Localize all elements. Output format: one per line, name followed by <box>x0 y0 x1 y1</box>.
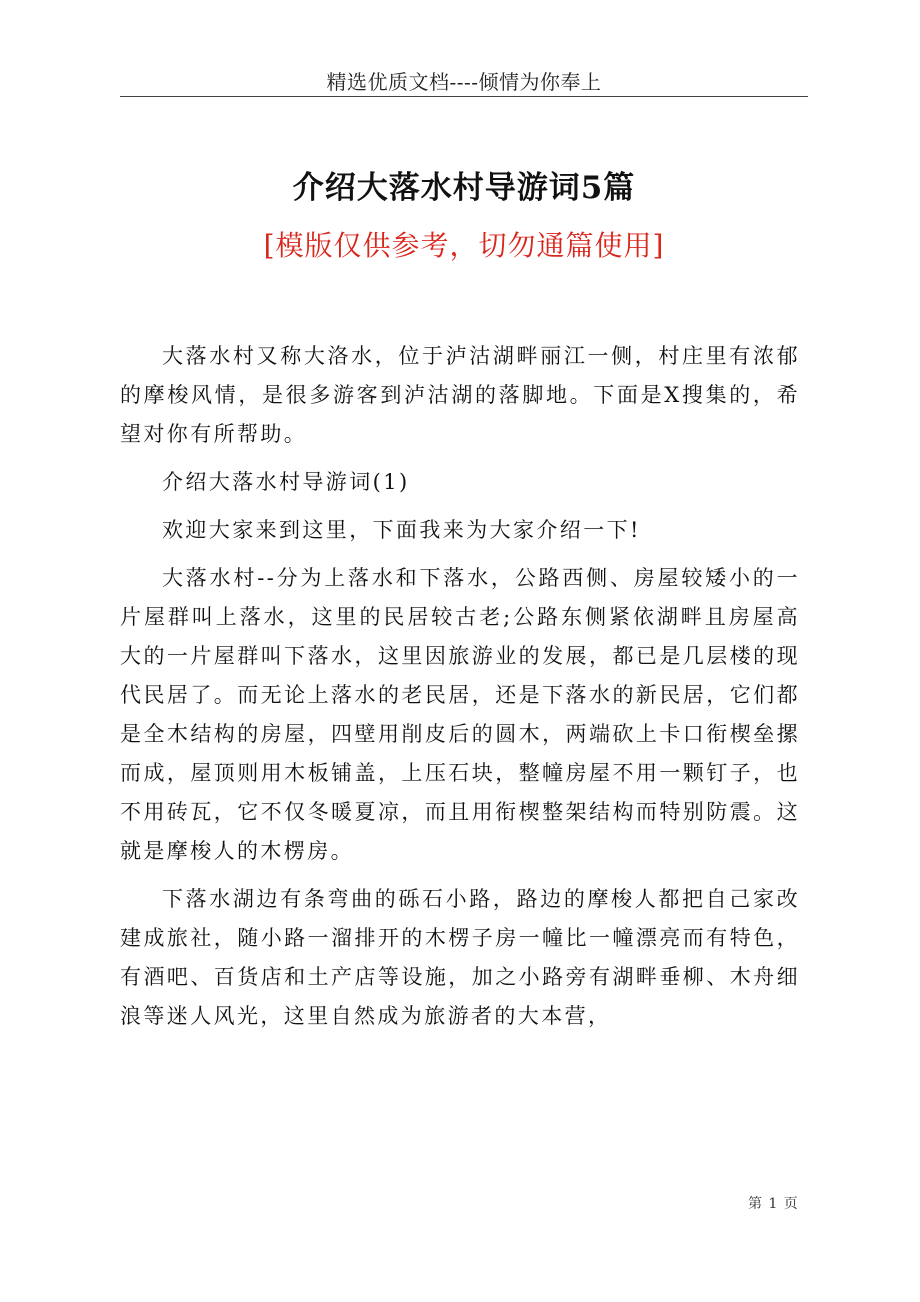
lakeside-path-paragraph: 下落水湖边有条弯曲的砾石小路，路边的摩梭人都把自己家改建成旅社，随小路一溜排开的木楞子房一幢比一幢漂亮而有特色，有酒吧、百货店和土产店等设施，加之小路旁有湖畔垂柳、木舟细浪等迷人风光，这里自然成为旅游者的大本营， <box>120 887 800 1028</box>
intro-paragraph: 大落水村又称大洛水，位于泸沽湖畔丽江一侧，村庄里有浓郁的摩梭风情，是很多游客到泸沽湖的落脚地。下面是X搜集的，希望对你有所帮助。 <box>120 344 800 446</box>
document-subtitle: [模版仅供参考，切勿通篇使用] <box>263 229 665 262</box>
village-description-paragraph: 大落水村--分为上落水和下落水，公路西侧、房屋较矮小的一片屋群叫上落水，这里的民居较古老;公路东侧紧依湖畔且房屋高大的一片屋群叫下落水，这里因旅游业的发展，都已是几层楼的现代民居了。而无论上落水的老民居，还是下落水的新民居，它们都是全木结构的房屋，四壁用削皮后的圆木，两端砍上卡口衔楔垒摞而成，屋顶则用木板铺盖，上压石块，整幢房屋不用一颗钉子，也不用砖瓦，它不仅冬暖夏凉，而且用衔楔整架结构而特别防震。这就是摩梭人的木楞房。 <box>120 566 800 863</box>
welcome-paragraph: 欢迎大家来到这里，下面我来为大家介绍一下! <box>162 518 641 542</box>
section-heading: 介绍大落水村导游词(1) <box>162 470 410 494</box>
page-number: 第 1 页 <box>748 1196 799 1212</box>
header-divider <box>120 96 808 97</box>
document-title: 介绍大落水村导游词5篇 <box>292 170 636 206</box>
running-header: 精选优质文档----倾情为你奉上 <box>326 70 602 94</box>
document-body <box>120 337 800 1045</box>
